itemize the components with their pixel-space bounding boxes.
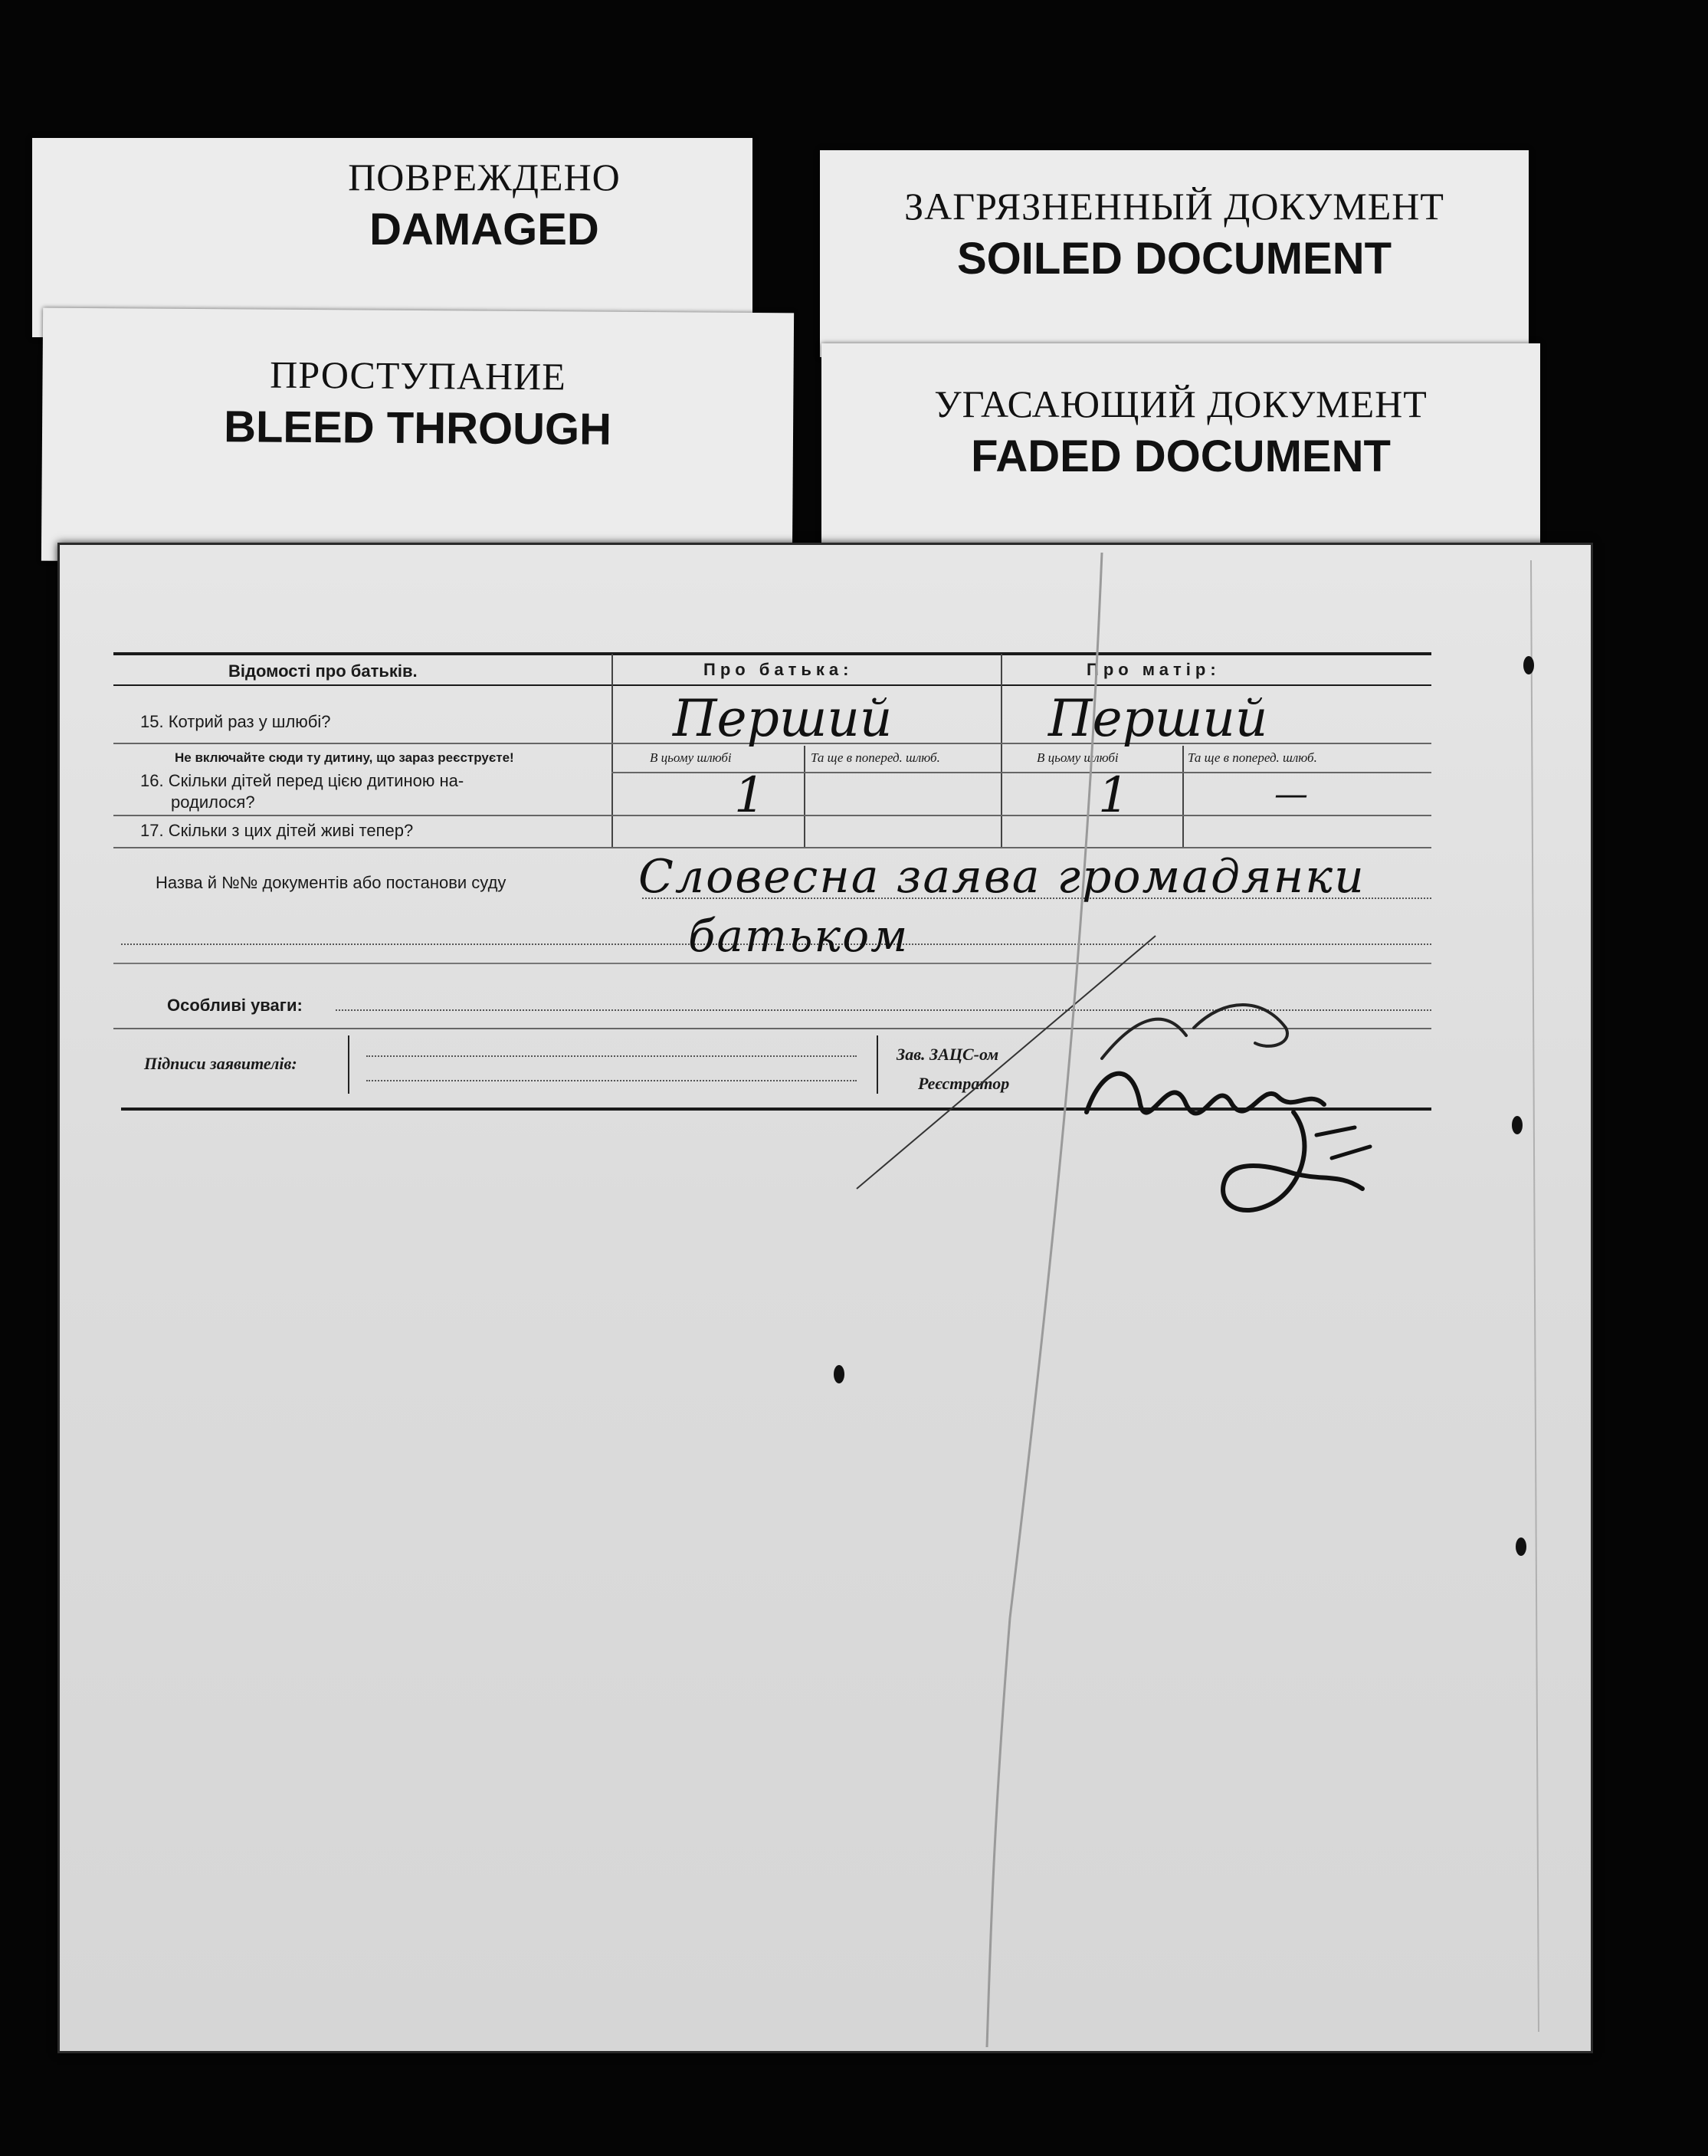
damaged-en-text: DAMAGED (369, 205, 599, 254)
mother-this-marriage-subheading: В цьому шлюбі (1037, 750, 1119, 765)
mother-prev-marriage-subheading: Та ще в попеpед. шлюб. (1188, 750, 1317, 765)
punch-mark (1512, 1116, 1523, 1134)
bleed-through-label-card (41, 308, 794, 566)
damaged-ru-text: ПОВРЕЖДЕНО (348, 156, 621, 199)
documents-handwriting-line1: Словесна заява громадянки (638, 850, 1365, 904)
mother-prev-children-dash: — (1274, 775, 1308, 814)
head-of-registry-label: Зав. ЗАЦС-ом (897, 1045, 999, 1064)
father-this-marriage-subheading: В цьому шлюбі (650, 750, 732, 765)
remarks-label: Особливі уваги: (167, 996, 303, 1015)
faded-en-text: FADED DOCUMENT (971, 432, 1391, 481)
faded-label-card (821, 343, 1540, 566)
bleed-ru-text: ПРОСТУПАНИЕ (270, 353, 566, 399)
mother-times-married-handwriting: Перший (1048, 689, 1268, 748)
question-17: 17. Скільки з цих дітей живі тепер? (140, 821, 414, 840)
signatures-label: Підписи заявителів: (144, 1054, 297, 1073)
documents-handwriting-line2: батьком (688, 910, 910, 962)
fold-crease (60, 545, 1591, 2051)
bleed-en-text: BLEED THROUGH (223, 402, 612, 454)
question-16-note: Не включайте сюди ту дитину, що зараз реєструєте! (175, 750, 514, 765)
punch-mark (834, 1365, 844, 1383)
mother-children-handwriting: 1 (1098, 767, 1129, 824)
question-16-line1: 16. Скільки дітей перед цією дитиною на- (140, 771, 464, 790)
civil-registry-form-page (57, 543, 1593, 2053)
damaged-label-card (32, 138, 752, 337)
registrar-label: Реєстратор (918, 1074, 1010, 1093)
punch-mark (1523, 656, 1534, 674)
documents-label: Назва й №№ документів або постанови суду (156, 873, 506, 892)
soiled-en-text: SOILED DOCUMENT (956, 234, 1392, 284)
father-column-heading: Про батька: (703, 660, 854, 679)
father-children-handwriting: 1 (734, 767, 765, 824)
soiled-label-card (820, 150, 1529, 357)
father-times-married-handwriting: Перший (673, 689, 893, 748)
parents-section-heading: Відомості про батьків. (228, 661, 418, 681)
punch-mark (1516, 1537, 1526, 1556)
mother-column-heading: Про матір: (1087, 660, 1221, 679)
soiled-ru-text: ЗАГРЯЗНЕННЫЙ ДОКУМЕНТ (904, 185, 1444, 228)
question-16-line2: родилося? (171, 793, 255, 812)
faded-ru-text: УГАСАЮЩИЙ ДОКУМЕНТ (934, 382, 1428, 425)
question-15: 15. Котрий раз у шлюбі? (140, 712, 331, 731)
father-prev-marriage-subheading: Та ще в попеpед. шлюб. (811, 750, 940, 765)
